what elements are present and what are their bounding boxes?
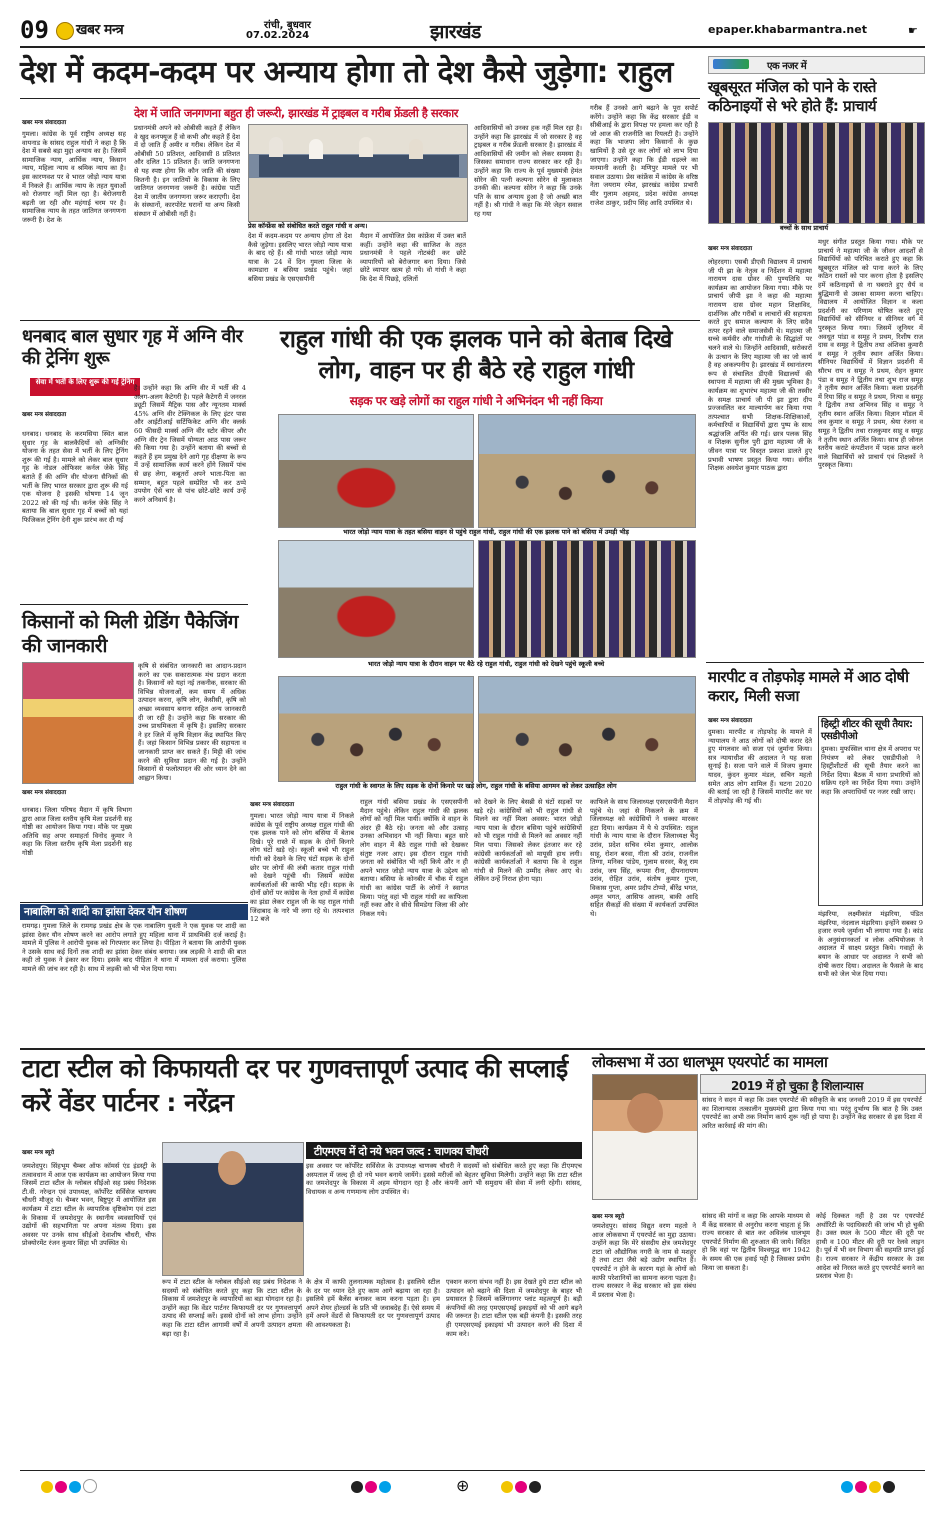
tata-headline: टाटा स्टील को किफायती दर पर गुणवत्तापूर्ण उत्पाद की सप्लाई करें वेंडर पार्टनर : नरेंद्रन xyxy=(22,1054,568,1117)
loksabha-col-1: जमशेदपुर। सांसद विद्युत वरण महतो ने आज लोकसभा में एयरपोर्ट का मुद्दा उठाया। उन्होंने कहा कि मेरे संसदीय क्षेत्र जमशेदपुर टाटा जो औद्योगिक नगरी के नाम से मशहूर है तथा टाटा जैसे बड़े उद्योग स्थापित हैं। एयरपोर्ट न होने के कारण यहां के लोगों को काफी परेशानियों का सामना करना पड़ता है। राज्य सरकार ने केंद्र सरकार को इस संबंध में प्रस्ताव भेजा है। xyxy=(592,1222,696,1299)
lead-col-6: गरीब हैं उनको आगे बढ़ाने के पूरा सपोर्ट करेंगे। उन्होंने कहा कि केंद्र सरकार ईडी व सीबीआई के द्वारा विपक्ष पर हमला कर रही है जो आज की राजनीति का रियलटी है। उन्होंने कहा कि भाजपा लोग किसानों के कुछ खामियों है उसे दूर कर लोगों को लाभ दिया जाएगा। उन्होंने कहा कि ईडी धड़ल्ले का मनमानी करती है। मणिपुर मामले पर भी सवाल उठाया। प्रेस कांफ्रेंस में कांग्रेस के वरिष्ठ नेता जयराम रमेश, झारखंड कांग्रेस प्रभारी मीर गुलाम अहमद, प्रदेश कांग्रेस अध्यक्ष राजेश ठाकुर, प्रदीप सिंह आदि उपस्थित थे। xyxy=(590,104,698,207)
tata-col-2: रूप में टाटा स्टील के ग्लोबल सीईओ सह प्रबंध निदेशक ने सदस्यों को संबोधित करते हुए कहा कि टाटा स्टील के विकास में जमशेदपुर के व्यापारियों का बड़ा योगदान रहा है। उन्होंने कहा कि वेंडर पार्टनर किफायती दर पर गुणवत्तापूर्ण उत्पाद की सप्लाई करें। इससे दोनों को लाभ होगा। उन्होंने कहा कि टाटा स्टील आगामी वर्षों में अपनी उत्पादन क्षमता बढ़ा रहा है। xyxy=(162,1278,302,1338)
loksabha-box-body: सांसद ने सदन में कहा कि उक्त एयरपोर्ट की स्वीकृति के बाद जनवरी 2019 में इस एयरपोर्ट का शिलान्यास तत्कालीन मुख्यमंत्री द्वारा किया गया था। परंतु दुर्भाग्य कि बात है कि उक्त एयरपोर्ट का अभी तक निर्माण कार्य शुरू नहीं हो पाया है। उन्होंने केंद्र सरकार से इस दिशा में त्वरित कार्रवाई की मांग की। xyxy=(702,1096,922,1130)
cursor-icon: ☛ xyxy=(908,24,918,37)
kisan-photo xyxy=(22,662,134,784)
loksabha-col-3: कोई दिक्कत नहीं है उस पर एयरपोर्ट अथॉरिटी के पदाधिकारी की जांच भी हो चुकी है। उक्त स्थल के 500 मीटर की दूरी पर हाथी व 100 मीटर की दूरी पर रेलवे लाइन है। पूर्व में भी वन विभाग की सहमति प्राप्त हुई है। राज्य सरकार ने केंद्रीय सरकार के उस आदेश को निरस्त करते हुए एयरपोर्ट बनाने का प्रस्ताव भेजा है। xyxy=(816,1212,924,1281)
tata-subhead-bar xyxy=(306,1142,582,1159)
lead-col-4: मैदान में आयोजित प्रेस कांफ्रेंस में उक्त बातें कहीं। उन्होंने कहा की साजिश के तहत प्रधानमंत्री ने पहले नोटबंदी कर छोटे व्यापारियों को बेरोजगार बना दिया। जिसे छोटे व्यापार खत्म हो गये। वो गांधी ने कहा कि देश में पिछड़े, दलितों xyxy=(360,232,466,283)
dhanbad-credit: खबर मन्त्र संवाददाता xyxy=(22,412,67,418)
kisan-col-1: कृषि से संबंधित जानकारी का आदान-प्रदान करने का एक सकारात्मक मंच प्रदान करता है। किसानों को यहां नई तकनीक, सरकार की विभिन्न योजनाओं, कम समय में अधिक उत्पादन करना, कृषि लोन, केसीसी, कृषि को अच्छा व्यवसाय बनाना सहित अन्य जानकारी दी जा रही है। उन्होंने कहा कि सरकार की उच्च प्राथमिकता में कृषि है। इसलिए सरकार ने हर जिले में कृषि विज्ञान केंद्र स्थापित किए हैं। जहां किसान विभिन्न प्रकार की सहायता व जानकारी प्राप्त कर सकते हैं। मिट्टी की जांच करने की सुविधा प्रदान की गई है। उन्होंने किसानों से फलोत्पादन की ओर ध्यान देने का आह्वान किया। xyxy=(138,662,246,782)
color-swatches-center-right xyxy=(500,1478,542,1497)
right-top-col-1: लोहरदगा। एसबी डीएवी विद्यालय में प्राचार्य जी पी झा के नेतृत्व व निर्देशन में महात्मा नारायण दास ग्रोवर की पुण्यतिथि पर कार्यक्रम का आयोजन किया गया। मौके पर प्राचार्य जीपी झा ने कहा की महात्मा नारायण दास ग्रोवर महान शिक्षाविद, दार्शनिक और गरीबों व लाचारों की सहायता करते हुए समाज कल्याण के लिए सदैव तत्पर रहने वाले समाजसेवी थे। महात्मा जी सच्चे कर्मवीर और गांधीजी के सिद्धांतों पर चलने वाले थे। जिन्होंने आदिवासी, सरोकारों के उत्थान के लिए महात्मा जी का जो कार्य है वह अकल्पनीय है। झारखंड में स्थानांतरण रूप से संचालित डीएवी विद्यालयों की स्थापना में महात्मा जी की मुख्य भूमिका है। कार्यक्रम का शुभारंभ महात्मा जी की तस्वीर के समक्ष प्राचार्य जी पी झा द्वारा दीप प्रज्जवलित कर माल्यार्पण कर किया गया तत्पश्चात सभी शिक्षक-शिक्षिकाओं, कर्मचारियों व विद्यार्थियों द्वारा पुष्प के साथ श्रद्धांजलि अर्पित की गई। छात्र पलक सिंह व शिक्षक सुनील पुरी द्वारा महात्मा जी के जीवन यात्रा पर विस्तृत प्रकाश डालते हुए प्रभावी भाषण प्रस्तुत किया गया। संगीत शिक्षक अवधेश कुमार पाठक द्वारा xyxy=(708,258,812,473)
center-photo-2 xyxy=(478,414,696,528)
center-col-1: गुमला। भारत जोड़ो न्याय यात्रा में निकले कांग्रेस के पूर्व राष्ट्रीय अध्यक्ष राहुल गांधी की एक झलक पाने को लोग बसिया में बेताब दिखे। पूरे रास्ते में सड़क के दोनों किनारे लोग घंटों खड़े रहे। स्कूली बच्चे भी राहुल गांधी को देखने के लिए घंटों सड़क के दोनों छोर पर लोगों की लंबी कतार राहुल गांधी को देखने पहुंची थी। जिसमें कांग्रेस कार्यकर्ताओं की काफी भीड़ रही। सड़क के दोनों छोरों पर कांग्रेस के नेता हाथों में कांग्रेस का झंडा लेकर राहुल जी के यह राहुल गांधी जिंदाबाद के नारे भी लगा रहे थे। तत्पश्चात 12 बजे xyxy=(250,812,354,924)
dhanbad-col-2: है। उन्होंने कहा कि अग्नि वीर में भर्ती की 4 अलग-अलग कैटेगरी है। पहले कैटेगरी में जनरल ड्यूटी जिसमें मैट्रिक पास और न्यूनतम मार्क्स 45% अग्नि वीर टेक्निकल के लिए इंटर पास और आईटीआई सर्टिफिकेट अग्नि वीर क्लर्क 60 फीसदी मार्क्स अग्नि वीर स्टोर कीपर और अग्नि वीर ट्रेन जिसमें योग्यता आठ पास जरूर की किया गया है। उन्होंने बताया की बच्चों से कहते हैं हम प्रमुख देने आगे गृह दीक्षणा के रूप में उन्हें सामाजिक कार्य करने होंगे जिसमें पांच से छह लेगा, कबूतरों अपने भाता-पिता का सम्मान, बहुत पहले सम्प्रेरित भी कर ठप्पे उपयोग ऐसे चार से पांच छोटे-छोटे कार्य उन्हें करने अनिवार्य है। xyxy=(134,384,246,504)
tata-col-4: एक्शन करना संभव नहीं है। इस देखते हुये टाटा स्टील को उत्पादन को बढ़ाने की दिशा में जमशेदपुर के बाहर भी प्रयासरत है जिसमें कलिंगानगर प्लांट महत्वपूर्ण है। बड़ी कंपनियों की तरह एमएसएमई इकाइयों को भी आगे बढ़ने की जरूरत है। टाटा स्टील एक बड़ी कंपनी है। इसकी तरह ही एमएसएमई इकाइयां भी उत्पादन करने की दिशा में काम करे। xyxy=(446,1278,582,1338)
marpit-col-2: मंझरिया, लक्ष्मीकांत मंझरिया, पंडित मंझरिया, नंदलाल मंझरिया। इन्होंने सबका 9 हजार रुपये जुर्माना भी लगाया गया है। कांड के अनुसंधानकर्ता व लोक अभियोजक ने अदालत में साक्ष्य प्रस्तुत किये। गवाहों के बयान के आधार पर अदालत ने सभी को दोषी करार दिया। अदालत के फैसले के बाद सभी को जेल भेज दिया गया। xyxy=(818,910,923,979)
lead-headline: देश में कदम-कदम पर अन्याय होगा तो देश कैसे जुड़ेगा: राहुल xyxy=(20,55,673,90)
center-caption-1: भारत जोड़ो न्याय यात्रा के तहत बसिया वाहन से पहुंचे राहुल गांधी, राहुल गांधी की एक झलक पाने को बसिया में उमड़ी भीड़ xyxy=(343,528,629,536)
center-photo-1 xyxy=(278,414,474,528)
kisan-col-2: धनबाद। जिला परिषद मैदान में कृषि विभाग द्वारा आज जिला स्तरीय कृषि मेला प्रदर्शनी सह गोष्ठी का आयोजन किया गया। मौके पर मुख्य अतिथि सह अपर समाहर्ता विनोद कुमार ने कहा कि जिला स्तरीय कृषि मेला प्रदर्शनी सह गोष्ठी xyxy=(22,806,132,857)
tata-credit: खबर मन्त्र ब्यूरो xyxy=(22,1150,55,1156)
brand-logo-icon xyxy=(56,22,74,40)
kisan-headline: किसानों को मिली ग्रेडिंग पैकेजिंग की जानकारी xyxy=(22,611,238,657)
center-caption-3: राहुल गांधी के स्वागत के लिए सड़क के दोनों किनारे पर खड़े लोग, राहुल गांधी के बसिया आगमन को लेकर उत्साहित लोग xyxy=(335,782,617,790)
marpit-col-1: दुमका। मारपीट व तोड़फोड़ के मामले में न्यायालय ने आठ लोगों को दोषी करार देते हुए मंगलवार को सजा एवं जुर्माना किया। सत्र न्यायाधीश की अदालत ने यह सजा सुनाई है। सजा पाने वाले में विजय कुमार यादव, कुंदन कुमार मंडल, सचिन महतो समेत आठ लोग शामिल हैं। घटना 2020 की बताई जा रही है जिसमें मारपीट कर घर में तोड़फोड़ की गई थी। xyxy=(708,728,812,805)
tata-col-3: के क्षेत्र में काफी तुलनात्मक महोत्सव है। इसलिये स्टील के दर पर ध्यान देते हुए काम आगे बढ़ाया जा रहा है। इसलिये हमें बैलेंस बनाकर काम करना पड़ता है। हम अपने शेयर होल्डर्स के प्रति भी जवाबदेह हैं। ऐसे समय में हमें अपने वेंडरों से किफायती दर पर गुणवत्तापूर्ण उत्पाद की आवश्यकता है। xyxy=(306,1278,440,1329)
right-top-photo xyxy=(708,122,925,224)
loksabha-headline: लोकसभा में उठा धालभूम एयरपोर्ट का मामला xyxy=(592,1053,828,1071)
nabalig-headline: नाबालिग को शादी का झांसा देकर यौन शोषण xyxy=(24,906,187,918)
loksabha-tag xyxy=(700,1074,926,1094)
center-subhead: सड़क पर खड़े लोगों का राहुल गांधी ने अभिनंदन भी नहीं किया xyxy=(349,394,603,408)
lead-photo xyxy=(248,124,468,222)
center-col-2: राहुल गांधी बसिया प्रखंड के एसएसपीनी मैदान पहुंचे। लेकिन राहुल गांधी की झलक लोगों को नहीं मिल पायी। क्योंकि वे वाहन के अंदर ही बैठे रहे। जनता को और उत्साह उनका अभिवादन भी नहीं किया। बहुत सारे लोग वाहन में बैठे राहुल गांधी को देखकर संतुष्ट नजर आए। इस दौरान राहुल गांधी जनता को संबोधित भी नहीं किये और न ही अपने भारत जोड़ो न्याय यात्रा के उद्देश्य को बताया। बसिया के कोनबीर में चौक में राहुल गांधी का कांग्रेस पार्टी के लोगों ने स्वागत किया। परंतु वहां भी राहुल गांधी का काफिला नहीं रुका और वे सीधे सिमडेगा जिला की ओर निकल गये। xyxy=(360,798,468,918)
dhanbad-tag: सेवा में भर्ती के लिए शुरू की गई ट्रेनिंग xyxy=(30,378,140,396)
right-top-credit: खबर मन्त्र संवाददाता xyxy=(708,246,753,252)
center-caption-2: भारत जोड़ो न्याय यात्रा के दौरान वाहन पर बैठे रहे राहुल गांधी, राहुल गांधी को देखने पहुंचे स्कूली बच्चे xyxy=(367,660,605,668)
section-title: झारखंड xyxy=(430,21,481,43)
dhanbad-headline: धनबाद बाल सुधार गृह में अग्नि वीर की ट्रेनिंग शुरू xyxy=(22,326,243,369)
dateline-date: 07.02.2024 xyxy=(246,30,310,41)
color-swatches-center-left xyxy=(350,1478,392,1497)
ek-nazar-tag xyxy=(708,56,925,74)
center-photo-6 xyxy=(478,676,696,782)
center-photo-4 xyxy=(478,540,696,658)
right-top-caption: बच्चों के साथ प्राचार्य xyxy=(780,224,829,232)
lead-credit: खबर मन्त्र संवाददाता xyxy=(22,120,67,126)
loksabha-tag-text: 2019 में हो चुका है शिलान्यास xyxy=(731,1079,863,1093)
crosshair-icon: ⊕ xyxy=(456,1476,470,1495)
tata-sub-body: इस अवसर पर कॉर्पोरेट सर्विसेज के उपाध्यक्ष चाणक्य चौधरी ने सदस्यों को संबोधित करते हुए कहा कि टीएमएच अस्पताल में जल्द ही दो नये भवन बनाये जायेंगे। इससे मरीजों को बेहतर सुविधा मिलेगी। उन्होंने कहा कि टाटा स्टील का जमशेदपुर के विकास में अहम योगदान रहा है और कंपनी आगे भी समुदाय की सेवा में लगी रहेगी। सांसद, विधायक व अन्य गणमान्य लोग उपस्थित थे। xyxy=(306,1162,582,1196)
loksabha-photo xyxy=(592,1074,698,1200)
tata-col-1: जमशेदपुर। सिंहभूम चैम्बर ऑफ कॉमर्स एंड इंडस्ट्री के तत्वावधान में आज एक कार्यक्रम का आयोजन किया गया जिसमें टाटा स्टील के ग्लोबल सीईओ सह प्रबंध निदेशक टी.वी. नरेन्द्रन एवं उपाध्यक्ष, कॉर्पोरेट सर्विसेज चाणक्य चौधरी मौजूद थे। चैम्बर भवन, बिष्टुपुर में आयोजित इस कार्यक्रम में टाटा स्टील के व्यापारिक दृष्टिकोण एवं टाटा के विकास में जमशेदपुर के स्थानीय व्यवसायियों एवं उद्योगों की सहभागिता पर अपना मंतव्य दिया। इस अवसर पर उनके साथ सीईओ देवाशीष चौधरी, चीफ प्रोक्योरमेंट रंजन कुमार सिंहा भी उपस्थित थे। xyxy=(22,1162,156,1248)
loksabha-credit: खबर मन्त्र ब्यूरो xyxy=(592,1214,625,1220)
right-top-col-2: मधुर संगीत प्रस्तुत किया गया। मौके पर प्राचार्य ने महात्मा जी के जीवन आदर्शों से विद्यार्थियों को परिचित कराते हुए कहा कि खूबसूरत मंजिल को पाना करने के लिए कठिन रास्तों को पार करना होता है इसलिए हमें कठिनाइयों से ना घबराते हुए धैर्य व बुद्धिमानी से उसका सामना करना चाहिए। विद्यालय में आयोजित विज्ञान व कला प्रदर्शनी का परिणाम घोषित करते हुए विद्यार्थियों को सीनियर व सीनियर वर्ग में पुरस्कृत किया गया। जिसमें जूनियर में अवधूत पांडा व समूह ने प्रथम, रिशीष राज दास व समूह ने द्वितीय तथा अंशिका कुमारी व समूह ने तृतीय स्थान अर्जित किया। सीनियर विद्यार्थियों में विज्ञान प्रदर्शनी में सौरभ राय व समूह ने प्रथम, रोहन कुमार पंडा व समूह ने द्वितीय तथा शुभ राज समूह ने तृतीय स्थान अर्जित किया। कला प्रदर्शनी में रिया सिंह व समूह ने प्रथम, नित्या व समूह ने द्वितीय तथा अभिनव सिंह व समूह ने तृतीय स्थान अर्जित किया। विज्ञान मॉडल में लव कुमार व समूह ने प्रथम, श्रेया रंजना व समूह ने द्वितीय तथा राजकुमार साहू व समूह ने तृतीय स्थान अर्जित किया। साथ ही जोनल स्तरीय कराटे कंपटीशन में पदक प्राप्त करने वाले विद्यार्थियों को प्राचार्य एवं शिक्षकों ने पुरस्कृत किया। xyxy=(818,238,923,470)
lead-subhead: देश में जाति जनगणना बहुत ही जरूरी, झारखंड में ट्राइबल व गरीब फ्रेंडली है सरकार xyxy=(134,106,458,120)
brand-name: खबर मन्त्र xyxy=(76,22,124,38)
marpit-box xyxy=(818,716,923,906)
lead-photo-caption: प्रेस कॉन्फ्रेंस को संबोधित करते राहुल गांधी व अन्य। xyxy=(248,222,368,230)
right-top-headline: खूबसूरत मंजिल को पाने के रास्ते कठिनाइयों से भरे होते हैं: प्राचार्य xyxy=(708,78,877,115)
page-number: 09 xyxy=(20,16,49,44)
center-photo-5 xyxy=(278,676,474,782)
epaper-url[interactable]: epaper.khabarmantra.net xyxy=(708,23,867,36)
lead-col-1: गुमला। कांग्रेस के पूर्व राष्ट्रीय अध्यक्ष सह वायनाड के सांसद राहुल गांधी ने कहा है कि देश में सबसे बड़ा मुद्दा अन्याय का है। जिसमें सामाजिक न्याय, आर्थिक न्याय, किसान न्याय, महिला न्याय व श्रमिक न्याय का है। इस कारणवश पर वे भारत जोड़ो न्याय यात्रा में निकले हैं। आर्थिक न्याय के तहत युवाओं को रोजगार नहीं मिल रहा है। बेरोजगारी बढ़ती जा रही और महंगाई चरम पर है। सामाजिक न्याय के तहत जातिगत जनगणना जरूरी है। देश के xyxy=(22,130,126,224)
lead-col-3: देश में कदम-कदम पर अन्याय होगा तो देश कैसे जुड़ेगा। इसलिए भारत जोड़ो न्याय यात्रा के बाद रहे हैं। श्री गांधी भारत जोड़ो न्याय यात्रा के 24 वें दिन गुमला जिला के कामडारा व बसिया प्रखंड पहुंचे। जहां बसिया प्रखंड के एसएसपीनी xyxy=(248,232,352,283)
masthead xyxy=(20,14,925,48)
dateline-city: रांची, बुधवार xyxy=(264,20,312,31)
tata-photo xyxy=(162,1142,304,1276)
marpit-headline: मारपीट व तोड़फोड़ मामले में आठ दोषी करार, मिली सजा xyxy=(708,668,909,705)
dhanbad-col-1: धनबाद। धनबाद के करमसिया स्थित बाल सुधार गृह के बालकैदियों को अग्निवीर योजना के तहत सेवा में भर्ती के लिए ट्रेनिंग शुरू की गई है। मामले को लेकर बाल सुधार गृह के नोडल ऑफिसर कर्नल जेके सिंह बताते हैं की अग्नि वीर योजना सैनिकों की भर्ती के लिए भारत सरकार द्वारा शुरू की गई एक योजना है इसकी घोषणा 14 जून 2022 को की गई थी। कर्नल जेके सिंह ने बताया कि बाल सुधार गृह में बच्चों को यहां फिजिकल ट्रेनिंग देनी शुरू प्रारंभ कर दी गई xyxy=(22,430,128,524)
ek-nazar-label: एक नजर में xyxy=(767,61,807,72)
kisan-credit: खबर मन्त्र संवाददाता xyxy=(22,790,67,796)
nabalig-bar xyxy=(20,904,248,920)
center-headline: राहुल गांधी की एक झलक पाने को बेताब दिखे लोग, वाहन पर ही बैठे रहे राहुल गांधी xyxy=(279,325,672,384)
lead-col-5: आदिवासियों को उनका हक नहीं मिल रहा है। उन्होंने कहा कि झारखंड में जो सरकार है वह ट्राइबल व गरीब फ्रेंडली सरकार है। झारखंड में आदिवासियों की जमीन को लेकर समस्या है। जिसका समाधान राज्य सरकार कर रही है। उन्होंने कहा कि राज्य के पूर्व मुख्यमंत्री हेमंत सोरेन की पत्नी कल्पना सोरेन से मुलाकात उनकी की। कल्पना सोरेन ने कहा कि उनके पति के साथ अन्याय हुआ है जो अच्छी बात नहीं है। श्री गांधी ने कहा कि मेरे जेहन सवाल रह गया xyxy=(474,124,582,218)
marpit-box-title: हिस्ट्री शीटर की सूची तैयार: एसडीपीओ xyxy=(821,719,913,742)
center-col-3: को देखने के लिए बेसब्री से घंटों सड़कों पर खड़े रहे। कांग्रेसियों को भी राहुल गांधी से मिलने का नहीं मिला अवसर: भारत जोड़ो न्याय यात्रा के दौरान बसिया पहुंचे कांग्रेसियों को भी राहुल गांधी से मिलने का अवसर नहीं मिल पाया। जिसको लेकर इंतजार कर रहे कांग्रेसी कार्यकर्ताओं को मायूसी हाथ लगी। कांग्रेसी कार्यकर्ताओं ने बताया कि वे राहुल गांधी से मिलने की उम्मीद लेकर आए थे। लेकिन उन्हें निराश होना पड़ा। xyxy=(474,798,582,884)
tata-subhead: टीएमएच में दो नये भवन जल्द : चाणक्य चौधरी xyxy=(314,1145,489,1158)
nabalig-body: रामगढ़। गुमला जिले के रामगढ़ प्रखंड क्षेत्र के एक नाबालिग युवती ने एक युवक पर शादी का झांसा देकर यौन शोषण करने का आरोप लगाते हुए महिला थाना में प्राथमिकी दर्ज कराई है। मामले में पुलिस ने आरोपी युवक को गिरफ्तार कर लिया है। पीड़िता ने बताया कि आरोपी युवक ने उसके साथ कई दिनों तक शादी का झांसा देकर संबंध बनाया। जब लड़की ने शादी की बात कही तो युवक ने इंकार कर दिया। इसके बाद पीड़िता ने थाना में मामला दर्ज कराया। पुलिस मामले की जांच कर रही है। साथ में लड़की को भी भेज दिया गया। xyxy=(22,922,246,973)
color-swatches-right xyxy=(840,1478,896,1497)
center-photo-3 xyxy=(278,540,474,658)
center-credit: खबर मन्त्र संवाददाता xyxy=(250,802,295,808)
loksabha-col-2: सांसद की मांगों व कहा कि आपके माध्यम से मैं केंद्र सरकार से अनुरोध करना चाहता हूं कि राज्य सरकार से बात कर अविलंब धालभूम एयरपोर्ट निर्माण की शुरुआत की जाये। विदित हो कि वहां पर द्वितीय विश्वयुद्ध सन 1942 के समय की एक हवाई पट्टी है जिसका प्रयोग किया जा सकता है। xyxy=(702,1212,810,1272)
color-swatches-left xyxy=(40,1478,98,1497)
marpit-credit: खबर मन्त्र संवाददाता xyxy=(708,718,753,724)
center-col-4: काफिले के साथ जिलाध्यक्ष एसएसपीनी मैदान पहुंचे थे। जहां से निकलने के क्रम में जिलाध्यक्ष को कांग्रेसियों ने धक्का मारकर हटा दिया। कार्यक्रम में ये थे उपस्थित: राहुल गांधी के न्याय यात्रा के दौरान जिलाध्यक्ष चैतू उरांव, प्रदेश सचिव रमेश कुमार, आलोक साहू, रोशन बरवा, गीता श्री उरांव, राजनील तिग्गा, मनिका पांडेय, गुलाम सरवर, बैजू राम उरांव, जय सिंह, रूपमा रीना, दीपनारायण उरांव, रोहित उरांव, संतोष कुमार गुप्ता, विकास गुप्ता, अमर प्रदीप टोप्पो, बीरेंद्र भगत, अमृत भगत, आसिफ आलम, बाकी आदि सहित सैकड़ों की संख्या में कार्यकर्ता उपस्थित थे। xyxy=(590,798,698,918)
lead-col-2: प्रधानमंत्री अपने को ओबीसी कहते हैं लेकिन वे खुद कनफ्यूज हैं वो कभी और कहते हैं देश में दो जाति है अमीर व गरीब। लेकिन देश में ओबीसी 50 प्रतिशत, आदिवासी 8 प्रतिशत और दलित 15 प्रतिशत हैं। जाति जनगणना से यह स्पष्ट होगा कि कौन जाति की संख्या कितनी है। इन जातियों के विकास के लिए जातिगत जनगणना जरूरी है। कांग्रेस पार्टी देश में जातीय जनगणना जरूर कराएगी। देश के संस्थानों, कारपोरेट घरानों या अन्य किसी संस्थान में ओबीसी नहीं है। xyxy=(134,124,240,218)
marpit-box-body: दुमका। मुफस्सिल थाना क्षेत्र में अपराध पर नियंत्रण को लेकर एसडीपीओ ने हिस्ट्रीशीटरों की सूची तैयार करने का निर्देश दिया। बैठक में थाना प्रभारियों को सक्रिय रहने का निर्देश दिया गया। उन्होंने कहा कि अपराधियों पर नजर रखी जाए। xyxy=(821,745,920,796)
footer-registration-marks xyxy=(20,1478,925,1498)
